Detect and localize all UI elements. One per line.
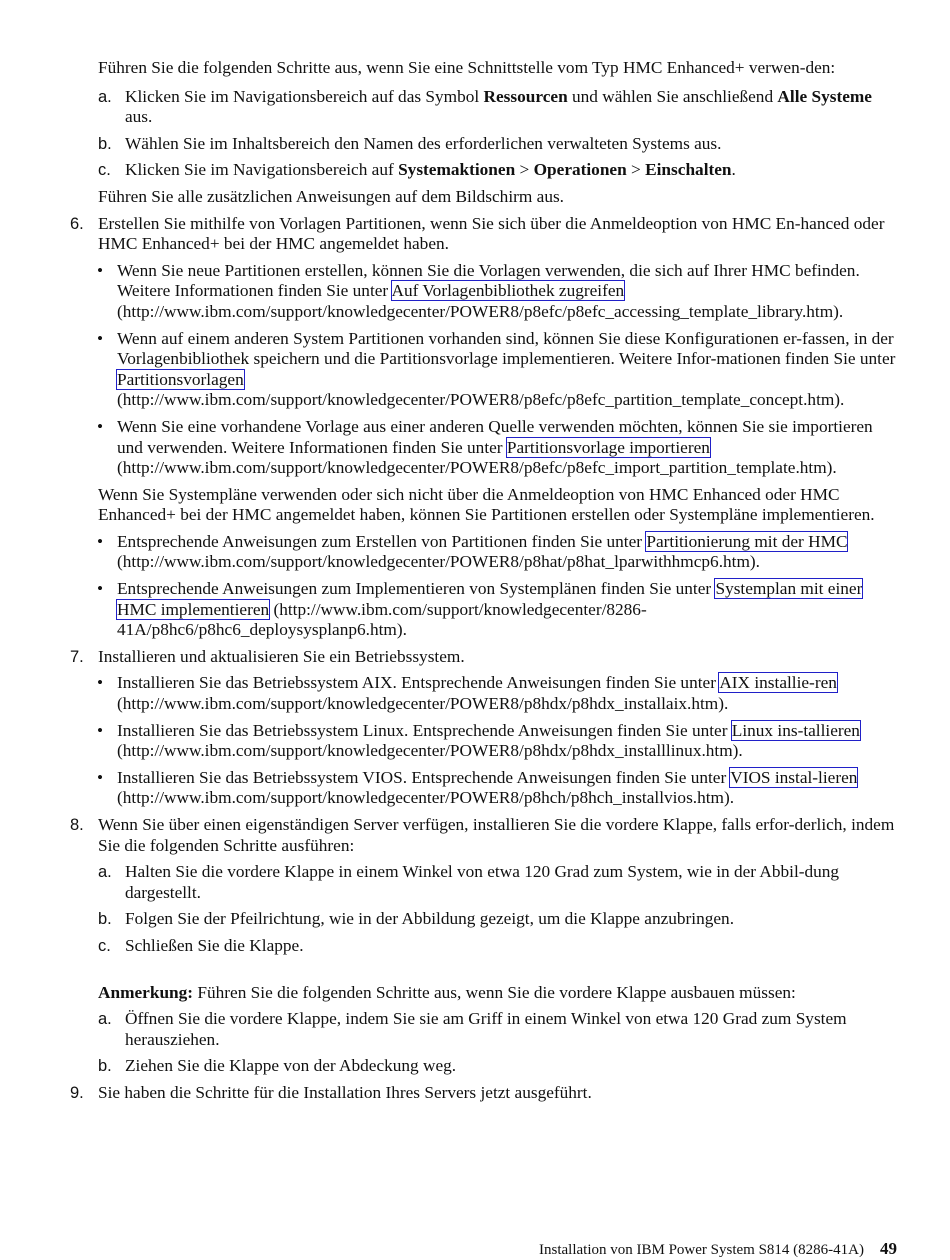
item-text: Klicken Sie im Navigationsbereich auf das Symbol — [125, 86, 484, 106]
item-label: b. — [98, 1057, 112, 1076]
list-item — [98, 133, 897, 155]
item-label: b. — [98, 910, 112, 929]
bullet-icon: • — [97, 416, 104, 436]
step-6-middle-text: Wenn Sie Systempläne verwenden oder sich nicht über die Anmeldeoption von HMC Enhanced oder HMC Enhanced+ bei der HMC angemeldet haben, können Sie Partitionen erstellen oder Systempläne implementieren. — [98, 484, 875, 525]
bullet-url: (http://www.ibm.com/support/knowledgecenter/POWER8/p8efc/p8efc_partition_template_concept.htm). — [117, 390, 845, 410]
item-text: Klicken Sie im Navigationsbereich auf — [125, 160, 399, 180]
item-text: und wählen Sie anschließend — [567, 86, 778, 106]
bullet-item — [97, 673, 898, 714]
step-label: 7. — [70, 647, 84, 666]
link-systemplan-implementieren[interactable]: Systemplan mit einer HMC implementieren — [117, 579, 863, 619]
link-partitionsvorlage-importieren[interactable]: Partitionsvorlage importieren — [506, 437, 710, 457]
step-label: 8. — [70, 816, 84, 834]
step-6 — [70, 213, 898, 255]
item-bold: Einschalten — [645, 160, 732, 180]
bullet-url: (http://www.ibm.com/support/knowledgecenter/POWER8/p8hch/p8hch_installvios.htm). — [117, 788, 735, 808]
item-label: a. — [98, 863, 112, 882]
list-item — [98, 1056, 897, 1077]
item-label: c. — [98, 161, 111, 180]
step-7 — [70, 646, 898, 668]
note-text: Führen Sie die folgenden Schritte aus, wenn Sie die vordere Klappe ausbauen müssen: — [193, 982, 796, 1002]
item-bold: Systemaktionen — [398, 160, 516, 180]
bullet-item — [97, 767, 898, 809]
item-text: Halten Sie die vordere Klappe in einem Winkel von etwa 120 Grad zum System, wie in der Abbil-dung dargestellt. — [125, 862, 840, 902]
bullet-icon: • — [97, 579, 104, 599]
intro-after-text: Führen Sie alle zusätzlichen Anweisungen auf dem Bildschirm aus. — [98, 186, 565, 206]
item-bold: Operationen — [533, 160, 627, 180]
list-item — [98, 862, 897, 903]
item-text: Ziehen Sie die Klappe von der Abdeckung weg. — [125, 1056, 457, 1076]
list-item — [98, 935, 897, 957]
bullet-text: Entsprechende Anweisungen zum Implementieren von Systemplänen finden Sie unter — [117, 579, 716, 599]
note — [98, 983, 898, 1004]
bullet-item — [97, 720, 898, 762]
bullet-url: (http://www.ibm.com/support/knowledgecenter/POWER8/p8hdx/p8hdx_installaix.htm). — [117, 694, 729, 714]
item-bold: Alle Systeme — [777, 86, 872, 106]
item-bold: Ressourcen — [483, 86, 568, 106]
bullet-url: (http://www.ibm.com/support/knowledgecenter/POWER8/p8hdx/p8hdx_installlinux.htm). — [117, 741, 743, 761]
bullet-text: Wenn Sie eine vorhandene Vorlage aus einer anderen Quelle verwenden möchten, können Sie sie importieren und verwenden. Weitere Informationen finden Sie unter — [117, 416, 873, 457]
list-item — [98, 1009, 897, 1050]
item-text: Folgen Sie der Pfeilrichtung, wie in der Abbildung gezeigt, um die Klappe anzubringen. — [125, 909, 735, 929]
bullet-url: (http://www.ibm.com/support/knowledgecenter/POWER8/p8efc/p8efc_import_partition_template.htm). — [117, 458, 837, 478]
document-page — [0, 58, 950, 1104]
item-text: > — [626, 160, 646, 180]
bullet-icon: • — [97, 260, 104, 280]
item-text: Wählen Sie im Inhaltsbereich den Namen des erforderlichen verwalteten Systems aus. — [125, 133, 722, 153]
bullet-url: (http://www.ibm.com/support/knowledgecenter/8286-41A/p8hc6/p8hc6_deploysysplanp6.htm). — [117, 599, 647, 640]
link-partitionierung-hmc[interactable]: Partitionierung mit der HMC — [646, 531, 848, 551]
note-label: Anmerkung: — [98, 982, 194, 1002]
bullet-item — [97, 579, 898, 641]
bullet-icon: • — [97, 673, 104, 693]
item-label: a. — [98, 1010, 112, 1029]
list-item — [98, 160, 897, 181]
step-text: Sie haben die Schritte für die Installation Ihres Servers jetzt ausgeführt. — [98, 1082, 592, 1102]
bullet-item — [97, 416, 898, 479]
bullet-item — [97, 260, 898, 323]
step-text: Installieren und aktualisieren Sie ein Betriebssystem. — [98, 646, 465, 666]
item-text: Öffnen Sie die vordere Klappe, indem Sie sie am Griff in einem Winkel von etwa 120 Grad zum System herausziehen. — [125, 1009, 847, 1049]
item-text: aus. — [125, 107, 153, 127]
bullet-text: Installieren Sie das Betriebssystem Linux. Entsprechende Anweisungen finden Sie unter — [117, 720, 732, 740]
step-text: Wenn Sie über einen eigenständigen Server verfügen, installieren Sie die vordere Klappe, falls erfor-derlich, indem Sie die folgenden Schritte ausführen: — [98, 815, 895, 855]
bullet-icon: • — [97, 328, 104, 348]
item-label: c. — [98, 936, 111, 955]
item-text: > — [515, 160, 534, 180]
link-linux-installieren[interactable]: Linux ins-tallieren — [731, 720, 860, 740]
bullet-item — [97, 531, 898, 573]
step-label: 6. — [70, 214, 84, 233]
item-label: a. — [98, 87, 112, 106]
page-number: 49 — [880, 1239, 897, 1258]
item-label: b. — [98, 134, 112, 153]
link-aix-installieren[interactable]: AIX installie-ren — [719, 673, 837, 693]
link-vorlagenbibliothek[interactable]: Auf Vorlagenbibliothek zugreifen — [391, 281, 625, 301]
bullet-text: Entsprechende Anweisungen zum Erstellen von Partitionen finden Sie unter — [117, 531, 647, 551]
link-partitionsvorlagen[interactable]: Partitionsvorlagen — [117, 369, 244, 389]
bullet-item — [97, 328, 898, 411]
bullet-text: Wenn Sie neue Partitionen erstellen, können Sie die Vorlagen verwenden, die sich auf Ihrer HMC befinden. Weitere Informationen finden Sie unter — [117, 260, 860, 301]
bullet-icon: • — [97, 531, 104, 551]
intro-text: Führen Sie die folgenden Schritte aus, wenn Sie eine Schnittstelle vom Typ HMC Enhanced+ verwen-den: — [98, 58, 836, 77]
bullet-text: Installieren Sie das Betriebssystem VIOS. Entsprechende Anweisungen finden Sie unter — [117, 767, 731, 787]
item-text: Schließen Sie die Klappe. — [125, 935, 304, 955]
bullet-text: Installieren Sie das Betriebssystem AIX. Entsprechende Anweisungen finden Sie unter — [117, 673, 720, 693]
page-footer — [0, 1240, 897, 1259]
item-text: . — [731, 160, 736, 180]
step-9 — [70, 1082, 898, 1104]
bullet-url: (http://www.ibm.com/support/knowledgecenter/POWER8/p8efc/p8efc_accessing_template_library.htm). — [117, 301, 844, 321]
footer-title: Installation von IBM Power System S814 (8286-41A) — [539, 1242, 864, 1258]
step-8 — [70, 815, 898, 856]
list-item — [98, 909, 897, 930]
bullet-text: Wenn auf einem anderen System Partitionen vorhanden sind, können Sie diese Konfigurationen er-fassen, in der Vorlagenbibliothek speichern und die Partitionsvorlage implementieren. Weitere Infor-mationen finden Sie unter — [117, 328, 896, 369]
bullet-icon: • — [97, 767, 104, 787]
step-text: Erstellen Sie mithilfe von Vorlagen Partitionen, wenn Sie sich über die Anmeldeoption von HMC En-hanced oder HMC Enhanced+ bei der HMC angemeldet haben. — [98, 213, 885, 254]
bullet-icon: • — [97, 720, 104, 740]
link-vios-installieren[interactable]: VIOS instal-lieren — [730, 767, 858, 787]
step-label: 9. — [70, 1083, 84, 1102]
bullet-url: (http://www.ibm.com/support/knowledgecenter/POWER8/p8hat/p8hat_lparwithhmcp6.htm). — [117, 552, 760, 572]
list-item — [98, 86, 897, 128]
